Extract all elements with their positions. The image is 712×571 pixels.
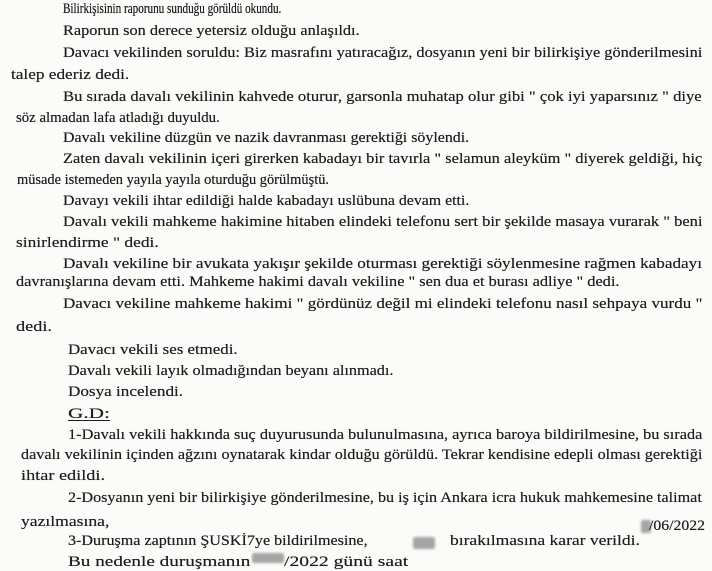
doc-line: Dosya incelendi.: [68, 383, 184, 400]
doc-line: davranışlarına devam etti. Mahkeme hakimi davalı vekiline " sen dua et burası adliye " dedi.: [16, 273, 620, 290]
doc-line: Davalı vekiline bir avukata yakışır şekilde oturması gerektiği söylenmesine rağmen kabadayı: [63, 255, 702, 272]
doc-line: Davalı vekili layık olmadığından beyanı alınmadı.: [68, 362, 394, 379]
doc-line: müsade istemeden yayıla yayıla oturduğu görülmüştü.: [17, 171, 329, 188]
decision-heading: G.D:: [68, 405, 110, 422]
doc-line: /2022 günü saat: [284, 553, 409, 570]
doc-line: /06/2022: [649, 517, 706, 534]
doc-line: dedi.: [16, 318, 52, 335]
doc-line: Bu nedenle duruşmanın: [68, 553, 251, 570]
doc-line: Davalı vekiline düzgün ve nazik davranması gerektiği söylendi.: [63, 129, 470, 146]
doc-line: Bu sırada davalı vekilinin kahvede oturur, garsonla muhatap olur gibi " çok iyi yaparsınız " diye: [63, 88, 702, 105]
doc-line: talep ederiz dedi.: [11, 66, 130, 83]
doc-line: ihtar edildi.: [21, 467, 106, 484]
doc-line: davalı vekilinin içinden ağzını oynatarak kindar olduğu görüldü. Tekrar kendisine edepli olması gerektiği: [21, 446, 703, 463]
doc-line: bırakılmasına karar verildi.: [450, 532, 640, 549]
redaction-mark: [413, 537, 435, 549]
doc-line: 3-Duruşma zaptının ŞUSKİ7ye bildirilmesine,: [68, 532, 368, 549]
doc-line: yazılmasına,: [21, 513, 110, 530]
doc-line: Davacı vekilinden soruldu: Biz masrafını yatıracağız, dosyanın yeni bir bilirkişiye gönderilmesini: [63, 44, 703, 61]
doc-line: Davacı vekiline mahkeme hakimi " gördünüz değil mi elindeki telefonu nasıl sehpaya vurdu ": [63, 295, 703, 312]
doc-line: 2-Dosyanın yeni bir bilirkişiye gönderilmesine, bu iş için Ankara icra hukuk mahkemesine talimat: [68, 489, 702, 506]
doc-line: Raporun son derece yetersiz olduğu anlaşıldı.: [63, 22, 360, 39]
doc-line: Davacı vekili ses etmedi.: [68, 341, 238, 358]
doc-line: sinirlendirme " dedi.: [16, 234, 159, 251]
doc-line: Zaten davalı vekilinin içeri girerken kabadayı bir tavırla " selamun aleyküm " diyerek geldiği, hiç: [63, 150, 703, 167]
doc-line: Davayı vekili ihtar edildiği halde kabadayı uslübuna devam etti.: [63, 192, 470, 209]
doc-line: söz almadan lafa atladığı duyuldu.: [16, 109, 220, 126]
doc-line: 1-Davalı vekili hakkında suç duyurusunda bulunulmasına, ayrıca baroya bildirilmesine, bu sırada: [68, 426, 703, 443]
redaction-mark: [252, 553, 284, 563]
doc-line: Davalı vekili mahkeme hakimine hitaben elindeki telefonu sert bir şekilde masaya vurarak " beni: [63, 213, 703, 230]
doc-line: Bilirkişisinin raporunu sunduğu görüldü okundu.: [63, 0, 282, 17]
